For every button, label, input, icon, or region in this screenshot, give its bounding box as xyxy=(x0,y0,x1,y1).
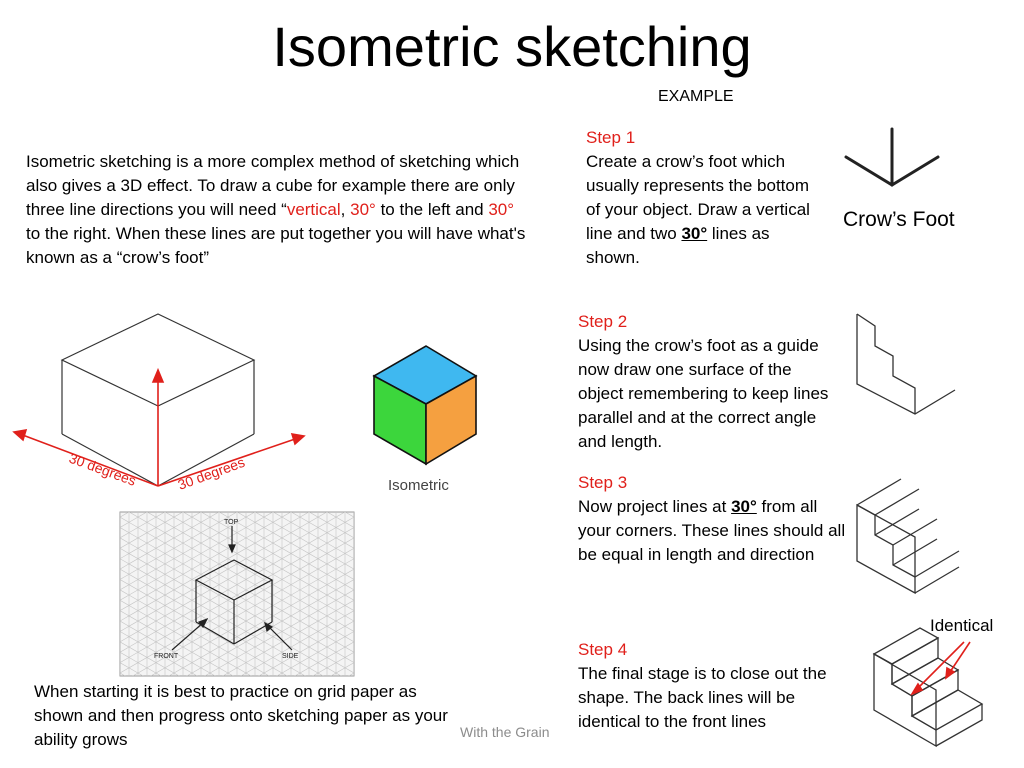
step-2 xyxy=(578,310,840,454)
grid-side-label: SIDE xyxy=(282,653,299,660)
step-1 xyxy=(586,126,826,270)
intro-text-2: , xyxy=(340,200,346,219)
intro-paragraph xyxy=(26,150,526,270)
step-2-label: Step 2 xyxy=(578,312,628,331)
grid-paper xyxy=(120,512,354,676)
step-4 xyxy=(578,638,850,734)
grid-front-label: FRONT xyxy=(154,653,179,660)
grid-top-label: TOP xyxy=(224,519,239,526)
step-3-bold: 30° xyxy=(731,497,757,516)
step-4-label: Step 4 xyxy=(578,640,628,659)
left-degrees-label: 30 degrees xyxy=(66,449,139,489)
step-3 xyxy=(578,471,846,567)
step-1-text-a: Create a crow’s foot which usually represents the bottom of your object. Draw a vertical line and two xyxy=(586,152,810,243)
intro-text-1: Isometric sketching is a more complex method of sketching which also gives a 3D effect. To draw a cube for example there are only three line directions you will need “ xyxy=(26,152,520,219)
crows-foot-drawing xyxy=(840,125,950,195)
step-3-text-b: from all your corners. These lines should all be equal in length and direction xyxy=(578,497,846,564)
crows-foot-label: Crow’s Foot xyxy=(843,208,955,231)
intro-deg-right: 30° xyxy=(488,200,515,219)
step-1-label: Step 1 xyxy=(586,128,636,147)
step-3-text-a: Now project lines at xyxy=(578,497,732,516)
step-4-text: The final stage is to close out the shape. The back lines will be identical to the front lines xyxy=(578,664,827,731)
intro-text-3: to the left and xyxy=(375,200,489,219)
page-title: Isometric sketching xyxy=(272,15,752,78)
colored-cube-label: Isometric xyxy=(388,477,449,494)
identical-label: Identical xyxy=(930,616,994,635)
intro-deg-left: 30° xyxy=(350,200,376,219)
example-label: EXAMPLE xyxy=(658,88,734,105)
grid-paper-text: When starting it is best to practice on grid paper as shown and then progress onto sketching paper as your ability grows xyxy=(34,682,448,749)
footer-text: With the Grain xyxy=(460,724,550,740)
intro-vertical: vertical xyxy=(286,200,341,219)
step-3-label: Step 3 xyxy=(578,473,628,492)
wireframe-cube-diagram xyxy=(10,310,310,510)
step-2-drawing xyxy=(855,310,965,420)
step-4-drawing xyxy=(872,620,997,766)
step-1-text-b: lines as shown. xyxy=(586,224,770,267)
colored-cube xyxy=(370,340,490,500)
intro-text-4: to the right. When these lines are put together you will have what's known as a “crow’s foot” xyxy=(26,224,526,267)
step-3-drawing xyxy=(855,465,975,595)
step-1-bold: 30° xyxy=(681,224,708,243)
step-2-text: Using the crow’s foot as a guide now draw one surface of the object remembering to keep lines parallel and at the correct angle and length. xyxy=(578,336,829,451)
right-degrees-label: 30 degrees xyxy=(175,453,247,493)
